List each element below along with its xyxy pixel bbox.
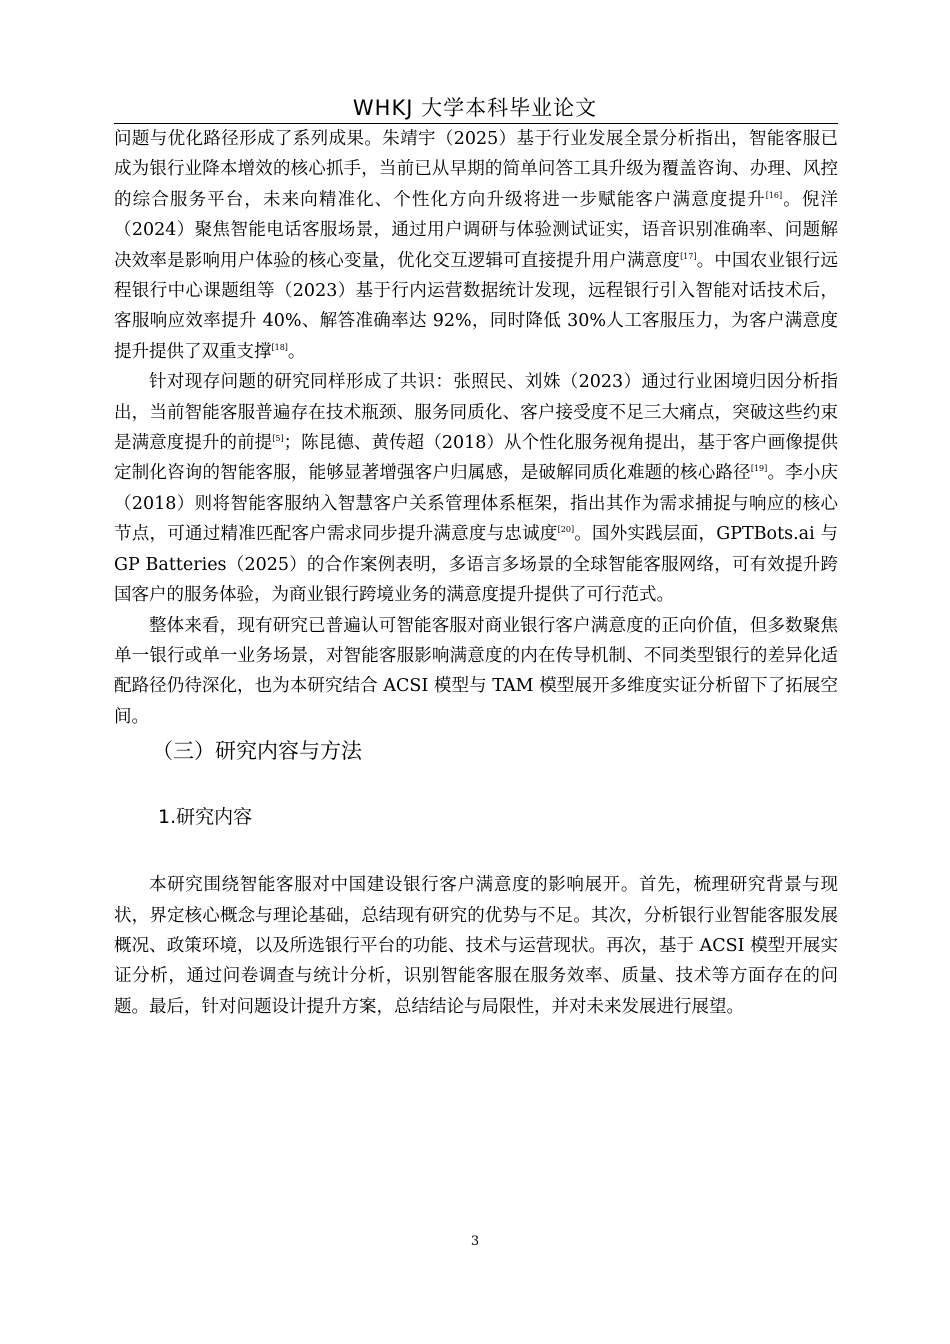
citation-5: [5] — [272, 434, 284, 444]
citation-18: [18] — [271, 343, 288, 353]
paragraph-2-text-4: 。国外实践层面，GPTBots.ai 与 GP Batteries（2025）的合作案例表明，多语言多场景的全球智能客服网络，可有效提升跨国客户的服务体验，为商业银行跨境业务的满意度提升提供了可行范式。 — [114, 524, 839, 606]
page-number: 3 — [470, 1234, 480, 1249]
page-header-title: WHKJ 大学本科毕业论文 — [352, 96, 598, 120]
paragraph-1-text-2: 。倪洋（2024）聚焦智能电话客服场景，通过用户调研与体验测试证实，语音识别准确率、问题解决效率是影响用户体验的核心变量，优化交互逻辑可直接提升用户满意度 — [114, 189, 839, 271]
paragraph-2 — [114, 367, 838, 610]
section-heading: （三）研究内容与方法 — [152, 739, 362, 764]
paragraph-1-text-1: 问题与优化路径形成了系列成果。朱靖宇（2025）基于行业发展全景分析指出，智能客服已成为银行业降本增效的核心抓手，当前已从早期的简单问答工具升级为覆盖咨询、办理、风控的综合服务平台，未来向精准化、个性化方向升级将进一步赋能客户满意度提升 — [114, 129, 838, 210]
paragraph-1 — [114, 124, 838, 367]
paragraph-3-text: 整体来看，现有研究已普遍认可智能客服对商业银行客户满意度的正向价值，但多数聚焦单一银行或单一业务场景，对智能客服影响满意度的内在传导机制、不同类型银行的差异化适配路径仍待深化，也为本研究结合 ACSI 模型与 TAM 模型展开多维度实证分析留下了拓展空间。 — [114, 615, 838, 727]
citation-17: [17] — [680, 251, 697, 261]
paragraph-2-text-2: ；陈昆德、黄传超（2018）从个性化服务视角提出，基于客户画像提供定制化咨询的智能客服，能够显著增强客户归属感，是破解同质化难题的核心路径 — [114, 433, 839, 484]
subsection-heading: 1.研究内容 — [158, 806, 253, 829]
citation-19: [19] — [750, 464, 768, 474]
citation-20: [20] — [557, 525, 575, 535]
paragraph-4: 本研究围绕智能客服对中国建设银行客户满意度的影响展开。首先，梳理研究背景与现状，界定核心概念与理论基础，总结现有研究的优势与不足。其次，分析银行业智能客服发展概况、政策环境，以及所选银行平台的功能、技术与运营现状。再次，基于 ACSI 模型开展实证分析，通过问卷调查与统计分析，识别智能客服在服务效率、质量、技术等方面存在的问题。最后，针对问题设计提升方案，总结结论与局限性，并对未来发展进行展望。 — [114, 875, 838, 1017]
document-body — [114, 124, 838, 1022]
paragraph-1-text-4: 。 — [287, 341, 306, 362]
citation-16: [16] — [765, 190, 783, 200]
paragraph-3 — [114, 611, 838, 733]
paragraph-2-text-1: 针对现存问题的研究同样形成了共识：张照民、刘姝（2023）通过行业困境归因分析指出，当前智能客服普遍存在技术瓶颈、服务同质化、客户接受度不足三大痛点，突破这些约束是满意度提升的前提 — [114, 372, 838, 454]
paragraph-1-text-3: 。中国农业银行远程银行中心课题组等（2023）基于行内运营数据统计发现，远程银行引入智能对话技术后，客服响应效率提升 40%、解答准确率达 92%，同时降低 30%人工客服压力，为客户满意度提升提供了双重支撑 — [114, 250, 838, 362]
paragraph-2-text-3: 。李小庆（2018）则将智能客服纳入智慧客户关系管理体系框架，指出其作为需求捕捉与响应的核心节点，可通过精准匹配客户需求同步提升满意度与忠诚度 — [114, 463, 839, 545]
